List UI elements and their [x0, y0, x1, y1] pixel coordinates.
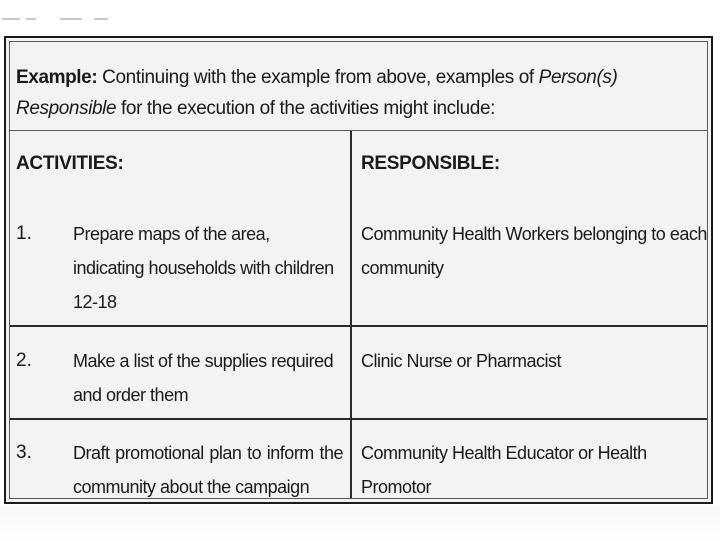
activity-text-2: Make a list of the supplies required and order them — [73, 351, 334, 405]
example-table — [9, 41, 708, 499]
intro-paragraph — [10, 42, 707, 131]
table-row-1 — [10, 131, 707, 327]
bottom-shadow-strip — [0, 506, 720, 540]
intro-text-before: Continuing with the example from above, examples of — [97, 67, 539, 88]
row-number-2: 2. — [16, 350, 32, 371]
faint-corner-mark — [2, 14, 122, 24]
intro-label: Example: — [16, 67, 98, 88]
activity-text-1: Prepare maps of the area, indicating households with children 12-18 — [73, 224, 334, 312]
activity-cell-1 — [10, 131, 350, 325]
activity-cell-3 — [10, 420, 350, 502]
example-table-frame — [4, 36, 713, 504]
responsible-cell-1 — [352, 131, 707, 325]
responsible-header: RESPONSIBLE: — [361, 153, 500, 174]
responsible-cell-2 — [352, 327, 707, 418]
row-number-3: 3. — [16, 442, 32, 463]
table-row-3 — [10, 420, 707, 502]
row-number-1: 1. — [16, 223, 32, 244]
responsible-text-1: Community Health Workers belonging to each community — [361, 224, 707, 278]
responsible-text-2: Clinic Nurse or Pharmacist — [361, 351, 562, 371]
activity-cell-2 — [10, 327, 350, 418]
intro-text-after: for the execution of the activities might include: — [116, 98, 495, 119]
activity-text-3: Draft promotional plan to inform the community about the campaign — [73, 443, 343, 497]
table-row-2 — [10, 327, 707, 420]
activities-header: ACTIVITIES: — [16, 153, 124, 174]
responsible-text-3: Community Health Educator or Health Promotor — [361, 443, 647, 497]
intro-emphasis: Person(s) Responsible — [16, 67, 618, 119]
responsible-cell-3 — [352, 420, 707, 502]
